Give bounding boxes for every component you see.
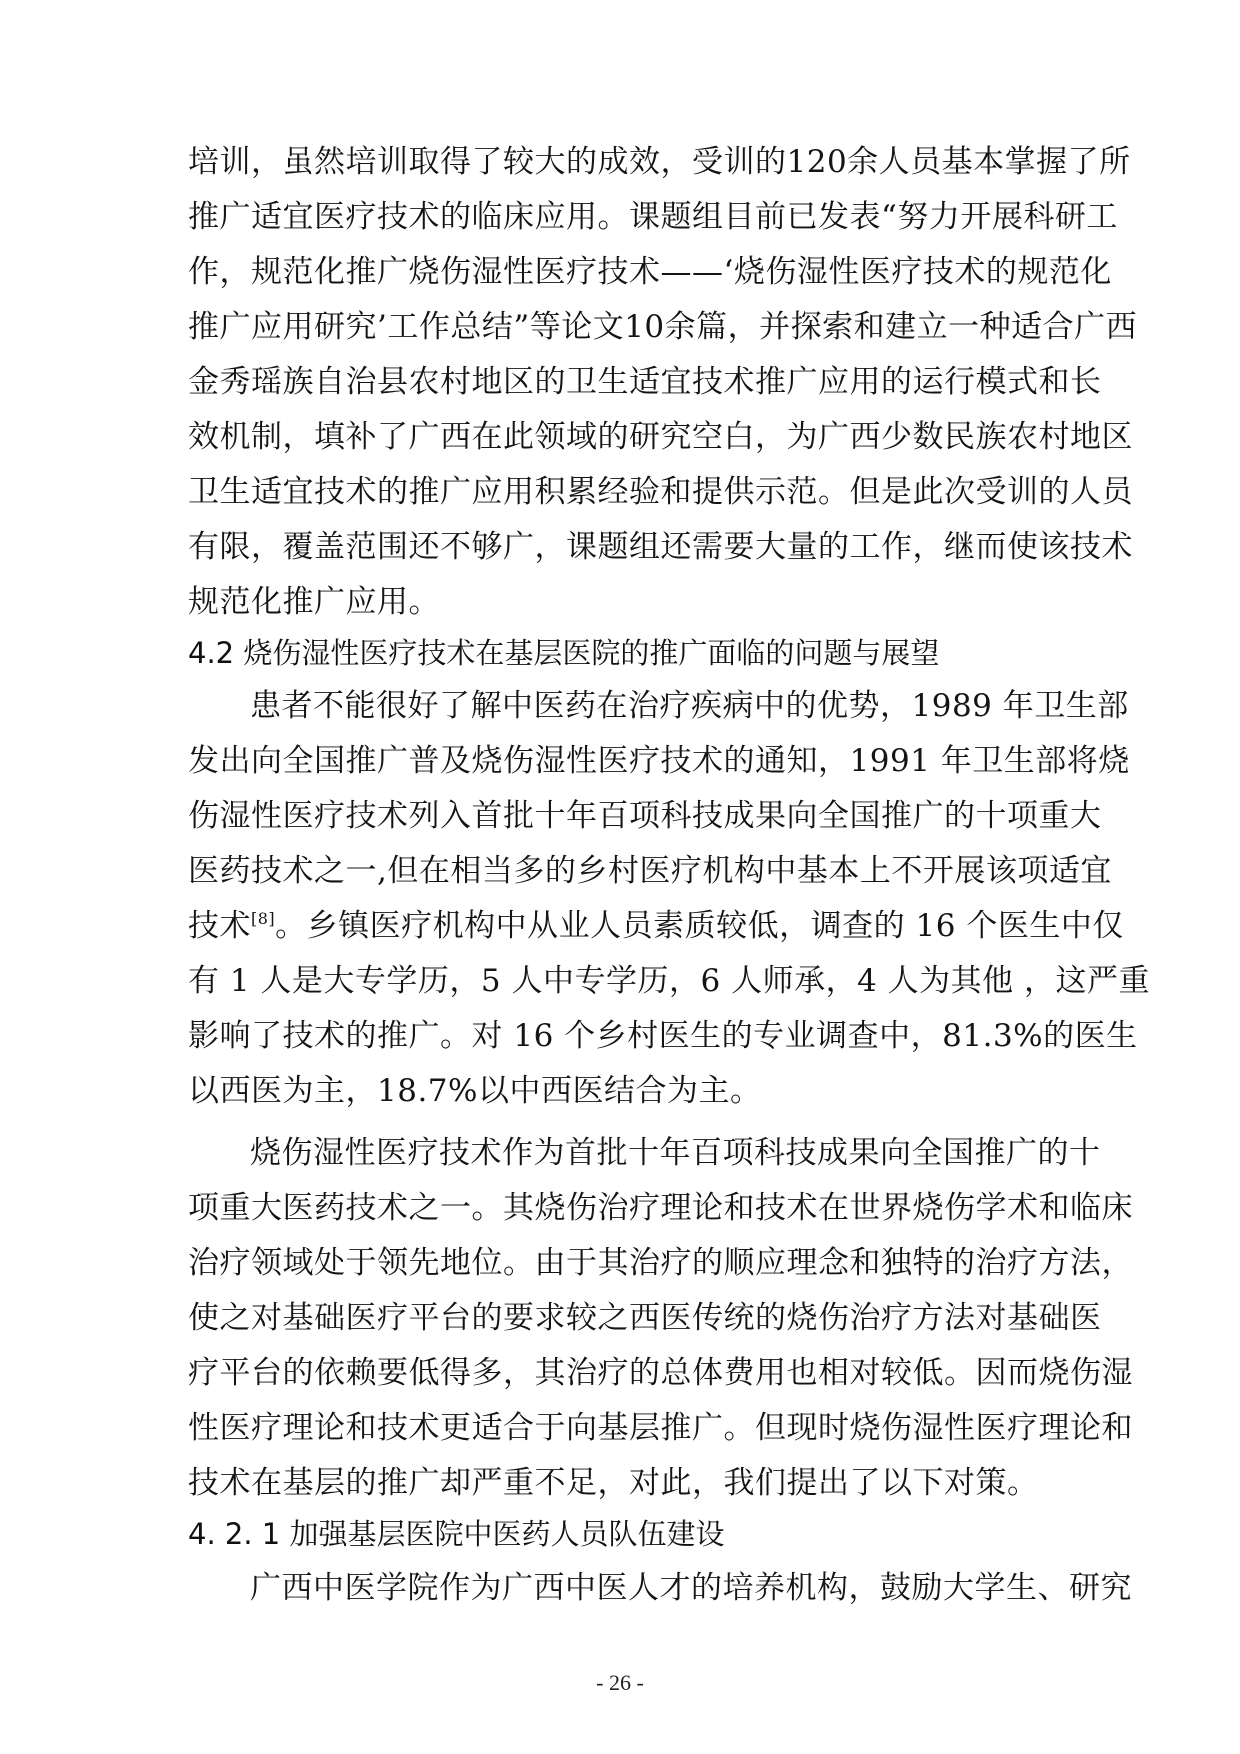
text-line: 发出向全国推广普及烧伤湿性医疗技术的通知，1991 年卫生部将烧 (188, 743, 1130, 779)
page-number: - 26 - (596, 1670, 644, 1695)
text-line: 卫生适宜技术的推广应用积累经验和提供示范。但是此次受训的人员 (188, 474, 1133, 510)
text-line: 有限，覆盖范围还不够广，课题组还需要大量的工作，继而使该技术 (188, 529, 1133, 565)
section-heading-4-2: 4.2 烧伤湿性医疗技术在基层医院的推广面临的问题与展望 (188, 636, 940, 670)
text-line: 培训，虽然培训取得了较大的成效，受训的120余人员基本掌握了所 (188, 144, 1131, 180)
text-line: 技术在基层的推广却严重不足，对此，我们提出了以下对策。 (188, 1465, 1039, 1501)
text-line: 推广适宜医疗技术的临床应用。课题组目前已发表“努力开展科研工 (188, 199, 1118, 235)
citation-ref: [8] (251, 909, 276, 928)
text-span: 技术 (188, 908, 251, 944)
text-line: 有 1 人是大专学历，5 人中专学历，6 人师承，4 人为其他 ，这严重 (188, 963, 1151, 999)
text-span: 。乡镇医疗机构中从业人员素质较低，调查的 16 个医生中仅 (275, 908, 1124, 944)
text-line: 患者不能很好了解中医药在治疗疾病中的优势，1989 年卫生部 (250, 688, 1129, 724)
text-line: 项重大医药技术之一。其烧伤治疗理论和技术在世界烧伤学术和临床 (188, 1190, 1133, 1226)
text-line: 治疗领域处于领先地位。由于其治疗的顺应理念和独特的治疗方法， (188, 1245, 1133, 1281)
text-line: 规范化推广应用。 (188, 584, 440, 620)
text-line: 作，规范化推广烧伤湿性医疗技术——‘烧伤湿性医疗技术的规范化 (188, 254, 1112, 290)
text-line: 疗平台的依赖要低得多，其治疗的总体费用也相对较低。因而烧伤湿 (188, 1355, 1133, 1391)
text-line: 医药技术之一,但在相当多的乡村医疗机构中基本上不开展该项适宜 (188, 853, 1112, 889)
text-line: 广西中医学院作为广西中医人才的培养机构，鼓励大学生、研究 (250, 1570, 1132, 1606)
text-line (188, 906, 1124, 946)
text-line: 烧伤湿性医疗技术作为首批十年百项科技成果向全国推广的十 (250, 1135, 1101, 1171)
text-line: 效机制，填补了广西在此领域的研究空白，为广西少数民族农村地区 (188, 419, 1133, 455)
text-line: 性医疗理论和技术更适合于向基层推广。但现时烧伤湿性医疗理论和 (188, 1410, 1133, 1446)
text-line: 使之对基础医疗平台的要求较之西医传统的烧伤治疗方法对基础医 (188, 1300, 1102, 1336)
text-line: 金秀瑶族自治县农村地区的卫生适宜技术推广应用的运行模式和长 (188, 364, 1102, 400)
text-line: 以西医为主，18.7%以中西医结合为主。 (188, 1073, 762, 1109)
section-heading-4-2-1: 4. 2. 1 加强基层医院中医药人员队伍建设 (188, 1517, 725, 1551)
text-line: 影响了技术的推广。对 16 个乡村医生的专业调查中，81.3%的医生 (188, 1018, 1138, 1054)
text-line: 伤湿性医疗技术列入首批十年百项科技成果向全国推广的十项重大 (188, 798, 1102, 834)
text-line: 推广应用研究’工作总结”等论文10余篇，并探索和建立一种适合广西 (188, 309, 1138, 345)
